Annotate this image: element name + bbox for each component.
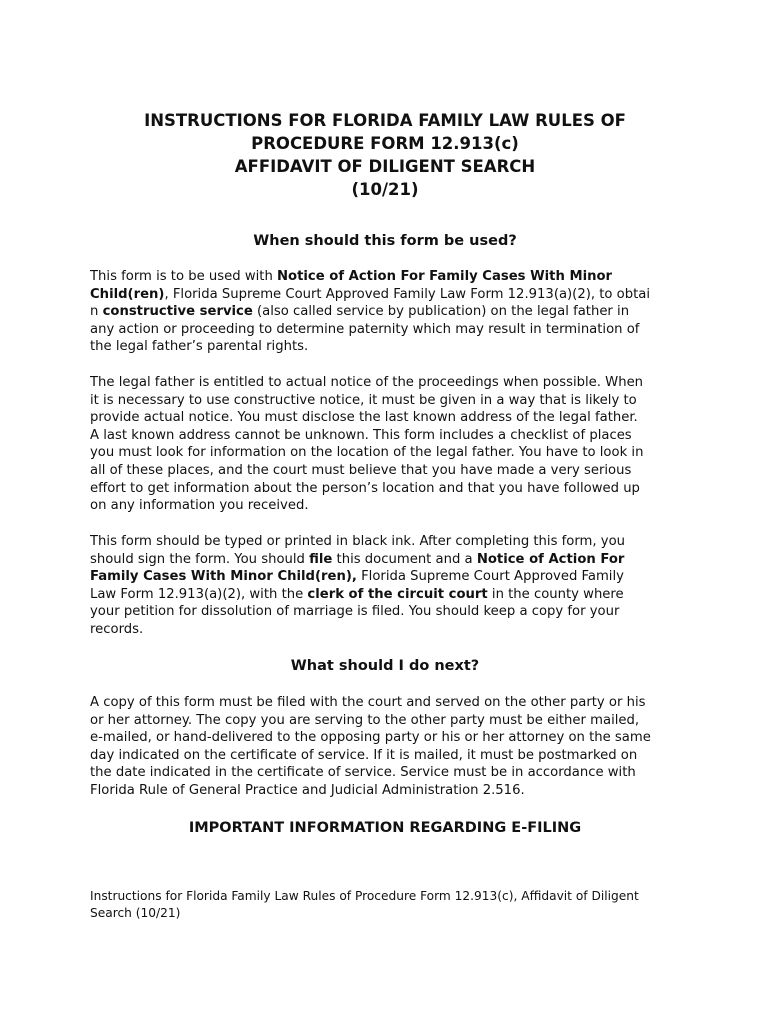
section-heading-when-used: When should this form be used? bbox=[253, 233, 517, 249]
text-line: you must look for information on the location of the legal father. You have to look in bbox=[90, 445, 644, 461]
text-line: should sign the form. You should file this document and a Notice of Action For bbox=[90, 551, 625, 567]
text-line: day indicated on the certificate of service. If it is mailed, it must be postmarked on bbox=[90, 747, 638, 763]
text-line: effort to get information about the person’s location and that you have followed up bbox=[90, 480, 640, 496]
text-line: A copy of this form must be filed with the court and served on the other party or his bbox=[90, 695, 646, 710]
section-heading-next-steps: What should I do next? bbox=[290, 658, 480, 674]
text-line: n constructive service (also called service by publication) on the legal father in bbox=[90, 304, 630, 320]
page-footer bbox=[90, 888, 682, 922]
text-line: This form should be typed or printed in black ink. After completing this form, you bbox=[90, 534, 626, 549]
paragraph-legal-father-notice bbox=[90, 374, 682, 515]
text-line: This form is to be used with Notice of Action For Family Cases With Minor bbox=[90, 269, 613, 284]
text-line: provide actual notice. You must disclose the last known address of the legal father. bbox=[90, 410, 638, 426]
text-line: it is necessary to use constructive notice, it must be given in a way that is likely to bbox=[90, 392, 637, 408]
text-line: The legal father is entitled to actual notice of the proceedings when possible. When bbox=[90, 375, 644, 390]
section-heading-e-filing: IMPORTANT INFORMATION REGARDING E-FILING bbox=[188, 820, 582, 836]
text-line: e-mailed, or hand-delivered to the opposing party or his or her attorney on the same bbox=[90, 730, 651, 746]
title-line-2: PROCEDURE FORM 12.913(c) bbox=[251, 134, 519, 153]
text-line: the legal father’s parental rights. bbox=[90, 339, 309, 355]
text-line: Family Cases With Minor Child(ren), Florida Supreme Court Approved Family bbox=[90, 569, 624, 585]
text-line: your petition for dissolution of marriage is filed. You should keep a copy for your bbox=[90, 604, 620, 620]
paragraph-filing-instructions bbox=[90, 533, 682, 639]
paragraph-usage bbox=[90, 268, 682, 356]
text-line: Law Form 12.913(a)(2), with the clerk of the circuit court in the county where bbox=[90, 586, 624, 602]
paragraph-service bbox=[90, 694, 682, 800]
footer-line-1: Instructions for Florida Family Law Rules of Procedure Form 12.913(c), Affidavit of Diligent bbox=[90, 889, 639, 903]
document-title bbox=[90, 109, 680, 201]
text-line: all of these places, and the court must believe that you have made a very serious bbox=[90, 462, 632, 478]
text-line: Child(ren), Florida Supreme Court Approved Family Law Form 12.913(a)(2), to obtai bbox=[90, 286, 651, 302]
title-line-3: AFFIDAVIT OF DILIGENT SEARCH bbox=[234, 157, 536, 176]
footer-line-2: Search (10/21) bbox=[90, 906, 181, 920]
title-line-1: INSTRUCTIONS FOR FLORIDA FAMILY LAW RULES OF bbox=[144, 111, 626, 130]
text-line: or her attorney. The copy you are serving to the other party must be either mailed, bbox=[90, 712, 640, 728]
title-line-4: (10/21) bbox=[351, 180, 419, 199]
text-line: records. bbox=[90, 621, 144, 637]
text-line: on any information you received. bbox=[90, 498, 309, 514]
text-line: any action or proceeding to determine paternity which may result in termination of bbox=[90, 321, 640, 337]
text-line: the date indicated in the certificate of service. Service must be in accordance with bbox=[90, 765, 636, 781]
text-line: Florida Rule of General Practice and Judicial Administration 2.516. bbox=[90, 782, 525, 798]
text-line: A last known address cannot be unknown. This form includes a checklist of places bbox=[90, 427, 632, 443]
